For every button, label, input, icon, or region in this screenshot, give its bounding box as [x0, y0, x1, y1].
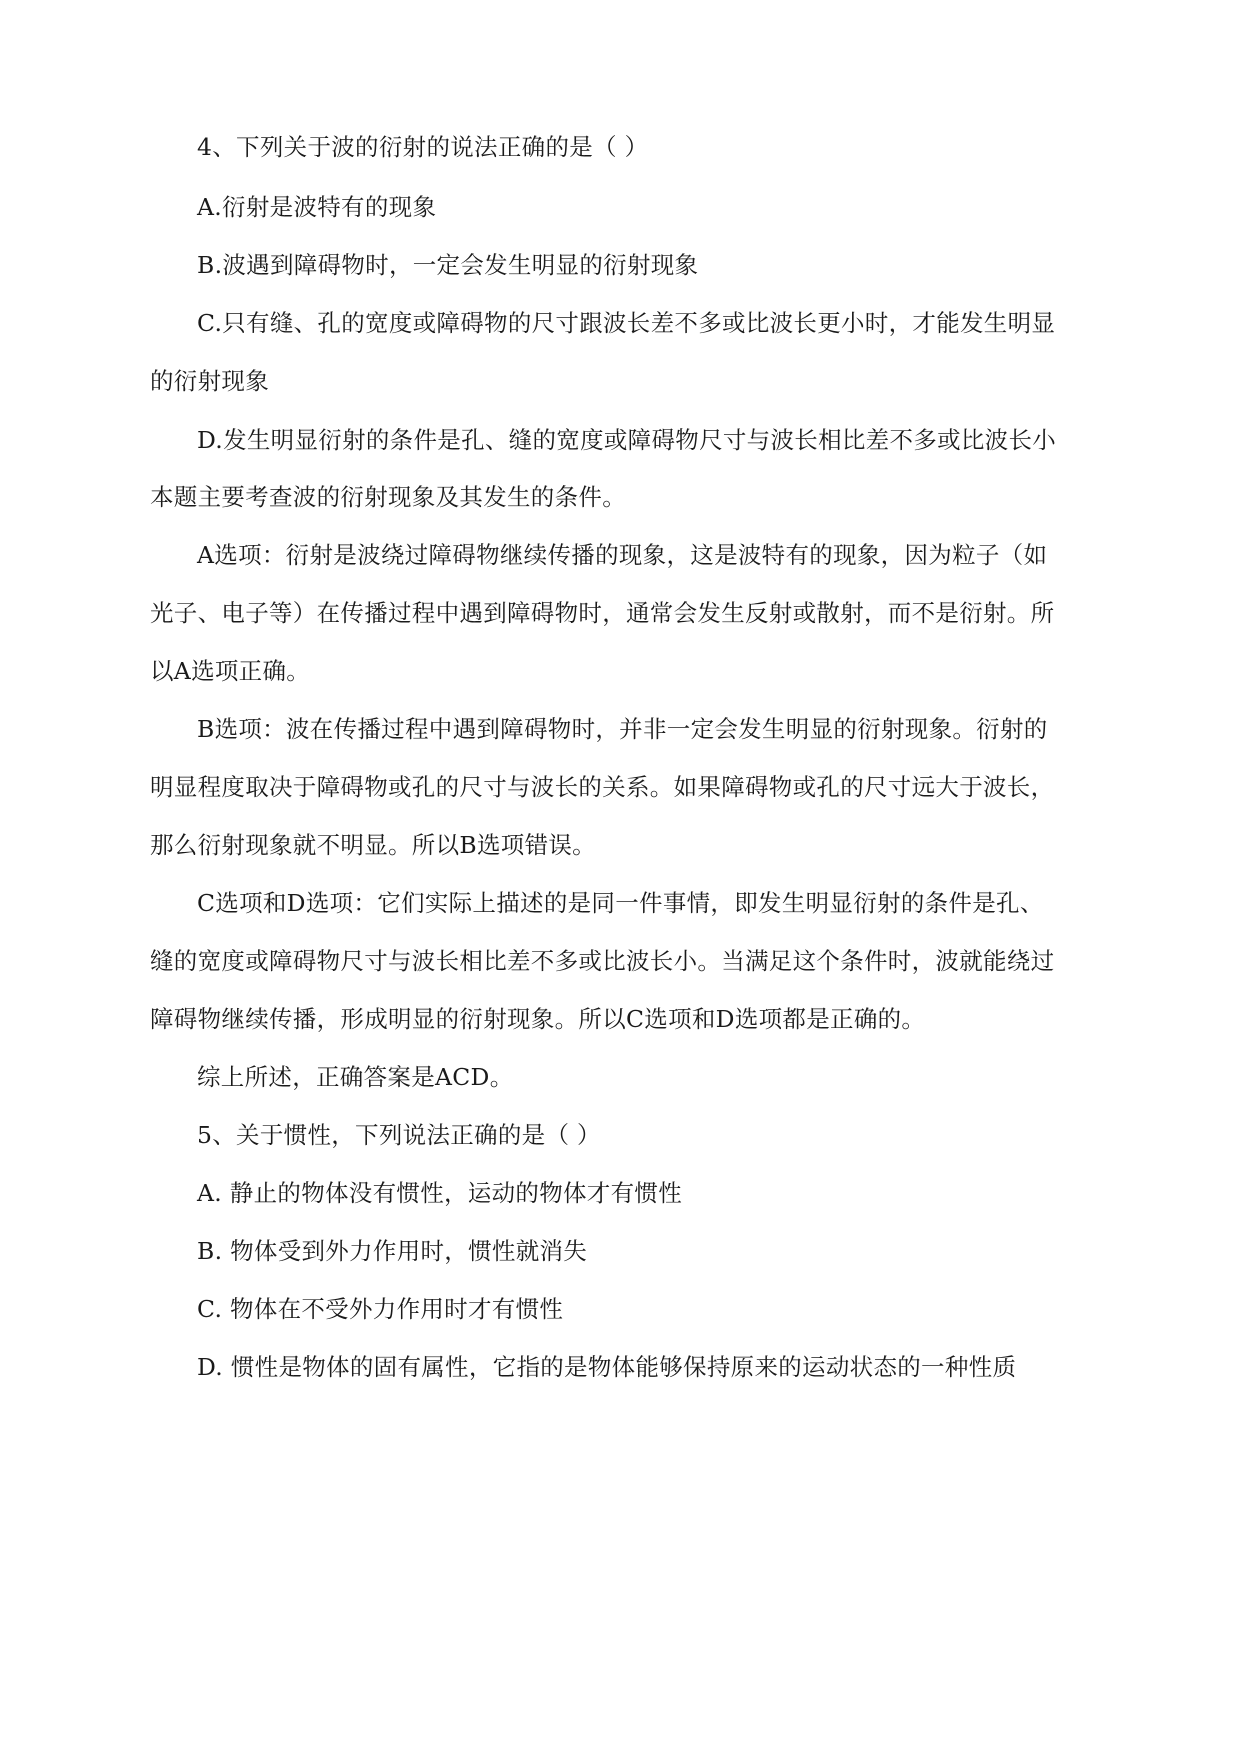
q5-option-b: B. 物体受到外力作用时，惯性就消失 — [197, 1237, 588, 1265]
q5-option-a: A. 静止的物体没有惯性，运动的物体才有惯性 — [197, 1179, 683, 1207]
analysis-cd-line3: 障碍物继续传播，形成明显的衍射现象。所以C选项和D选项都是正确的。 — [150, 1005, 926, 1033]
analysis-cd-line1: C选项和D选项：它们实际上描述的是同一件事情，即发生明显衍射的条件是孔、 — [197, 889, 1044, 917]
analysis-a-line1: A选项：衍射是波绕过障碍物继续传播的现象，这是波特有的现象，因为粒子（如 — [197, 541, 1048, 569]
q4-option-b: B.波遇到障碍物时，一定会发生明显的衍射现象 — [197, 251, 699, 279]
question-4: 4、下列关于波的衍射的说法正确的是（ ） — [197, 133, 649, 161]
analysis-cd-line2: 缝的宽度或障碍物尺寸与波长相比差不多或比波长小。当满足这个条件时，波就能绕过 — [150, 947, 1055, 975]
analysis-a-line2: 光子、电子等）在传播过程中遇到障碍物时，通常会发生反射或散射，而不是衍射。所 — [150, 599, 1055, 627]
analysis-b-line1: B选项：波在传播过程中遇到障碍物时，并非一定会发生明显的衍射现象。衍射的 — [197, 715, 1048, 743]
q5-option-c: C. 物体在不受外力作用时才有惯性 — [197, 1295, 564, 1323]
analysis-b-line3: 那么衍射现象就不明显。所以B选项错误。 — [150, 831, 596, 859]
q4-option-c-line2: 的衍射现象 — [150, 367, 269, 395]
analysis-b-line2: 明显程度取决于障碍物或孔的尺寸与波长的关系。如果障碍物或孔的尺寸远大于波长， — [150, 773, 1055, 801]
q4-intro: 本题主要考查波的衍射现象及其发生的条件。 — [150, 483, 626, 511]
q5-option-d: D. 惯性是物体的固有属性，它指的是物体能够保持原来的运动状态的一种性质 — [197, 1353, 1017, 1381]
q4-option-c-line1: C.只有缝、孔的宽度或障碍物的尺寸跟波长差不多或比波长更小时，才能发生明显 — [197, 309, 1056, 337]
q4-option-a: A.衍射是波特有的现象 — [197, 193, 437, 221]
q4-option-d: D.发生明显衍射的条件是孔、缝的宽度或障碍物尺寸与波长相比差不多或比波长小 — [197, 426, 1057, 454]
q4-conclusion: 综上所述，正确答案是ACD。 — [197, 1063, 514, 1091]
analysis-a-line3: 以A选项正确。 — [150, 657, 311, 685]
question-5: 5、关于惯性，下列说法正确的是（ ） — [197, 1121, 601, 1149]
